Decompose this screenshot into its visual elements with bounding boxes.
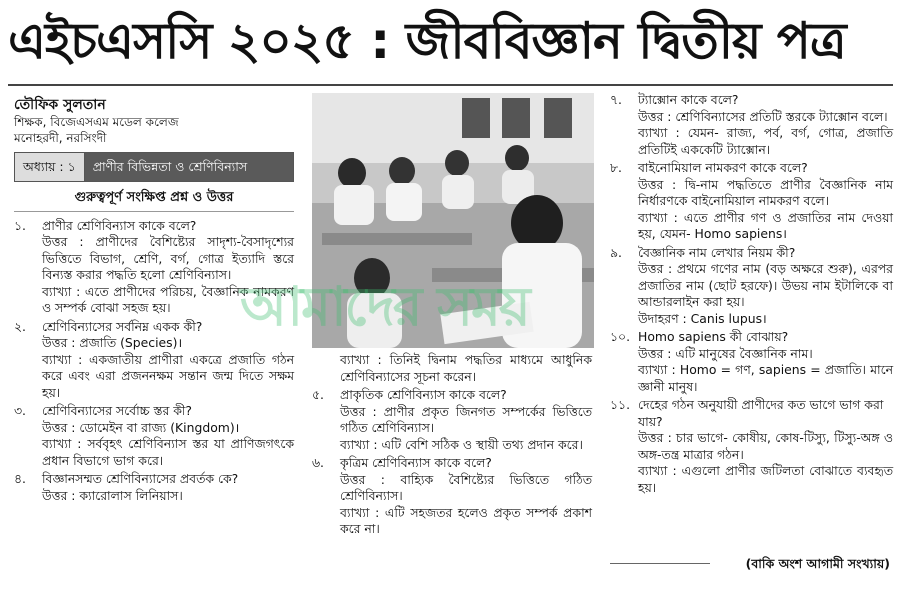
photo-illustration [312,93,594,348]
explanation-text: ব্যাখ্যা : একজাতীয় প্রাণীরা একত্রে প্রজাতি গঠন করে এবং এরা প্রজননক্ষম সন্তান জন্ম দিতে সক্ষম হয়। [42,351,294,400]
footer-rule [610,563,710,564]
answer-text: উত্তর : শ্রেণিবিন্যাসের প্রতিটি স্তরকে ট্যাক্সোন বলে। [638,108,888,124]
question-text: শ্রেণিবিন্যাসের সর্বনিম্ন একক কী? [42,318,203,334]
chapter-bar [14,152,294,182]
headline-rule [8,84,893,86]
question-text: বৈজ্ঞানিক নাম লেখার নিয়ম কী? [638,244,796,260]
explanation-text: ব্যাখ্যা : এতে প্রাণীর গণ ও প্রজাতির নাম দেওয়া হয়, যেমন- Homo sapiens। [638,209,893,241]
question-text: বিজ্ঞানসম্মত শ্রেণিবিন্যাসের প্রবর্তক কে? [42,471,239,486]
explanation-text: ব্যাখ্যা : এতে প্রাণীদের পরিচয়, বৈজ্ঞানিক নামকরণ ও সম্পর্ক বোঝা সহজ হয়। [42,283,294,315]
qa-item [610,329,893,395]
question-text: বাইনোমিয়াল নামকরণ কাকে বলে? [638,160,808,175]
question-text: দেহের গঠন অনুযায়ী প্রাণীদের কত ভাগে ভাগ করা যায়? [638,397,884,429]
explanation-text: ব্যাখ্যা : তিনিই দ্বিনাম পদ্ধতির মাধ্যমে আধুনিক শ্রেণিবিন্যাসের সূচনা করেন। [340,352,592,384]
qa-item [312,387,592,453]
question-number: ১০. [610,329,631,344]
author-line1: শিক্ষক, বিজেএসএম মডেল কলেজ [14,115,179,129]
question-number: ১১. [610,397,631,412]
qa-item [312,455,592,538]
question-text: কৃত্রিম শ্রেণিবিন্যাস কাকে বলে? [340,455,492,470]
question-number: ৬. [312,455,324,470]
question-text: প্রাকৃতিক শ্রেণিবিন্যাস কাকে বলে? [340,387,507,402]
answer-text: উত্তর : চার ভাগে- কোষীয়, কোষ-টিস্যু, টিস্যু-অঙ্গ ও অঙ্গ-তন্ত্র মাত্রার গঠন। [638,430,893,462]
qa-item [610,92,893,158]
qa-item [14,319,294,402]
question-number: ২. [14,318,26,334]
question-number: ৮. [610,160,622,175]
watermark-logo: আমাদের সময় [240,275,529,338]
answer-text: উত্তর : এটি মানুষের বৈজ্ঞানিক নাম। [638,345,813,361]
headline: এইচএসসি ২০২৫ : জীববিজ্ঞান দ্বিতীয় পত্র [8,12,846,70]
question-text: শ্রেণিবিন্যাসের সর্বোচ্চ স্তর কী? [42,403,192,418]
qa-item [14,403,294,469]
qa-item [610,160,893,243]
answer-text: উত্তর : ডোমেইন বা রাজ্য (Kingdom)। [42,419,240,435]
answer-text: উত্তর : দ্বি-নাম পদ্ধতিতে প্রাণীর বৈজ্ঞানিক নাম নির্ধারণকে বাইনোমিয়াল নামকরণ বলে। [638,176,893,208]
question-number: ১. [14,217,26,233]
answer-text: উত্তর : বাহ্যিক বৈশিষ্ট্যের ভিত্তিতে গঠিত শ্রেণিবিন্যাস। [340,471,592,503]
author-line2: মনোহরদী, নরসিংদী [14,131,107,145]
question-number: ৯. [610,244,622,260]
explanation-text: ব্যাখ্যা : এগুলো প্রাণীর জটিলতা বোঝাতে ব্যবহৃত হয়। [638,463,893,495]
explanation-text: ব্যাখ্যা : এটি বেশি সঠিক ও স্থায়ী তথ্য প্রদান করে। [340,436,583,452]
chapter-title: প্রাণীর বিভিন্নতা ও শ্রেণিবিন্যাস [85,153,293,181]
explanation-text: ব্যাখ্যা : সর্ববৃহৎ শ্রেণিবিন্যাস স্তর যা প্রাণিজগৎকে প্রধান বিভাগে ভাগ করে। [42,436,294,468]
question-number: ৭. [610,92,622,107]
qa-item [610,245,893,328]
question-text: Homo sapiens কী বোঝায়? [638,329,789,344]
column-1 [14,96,294,506]
answer-text: উত্তর : প্রাণীর প্রকৃত জিনগত সম্পর্কের ভিত্তিতে গঠিত শ্রেণিবিন্যাস। [340,403,592,435]
chapter-label: অধ্যায় : ১ [15,153,85,181]
qa-item [14,471,294,504]
explanation-text: ব্যাখ্যা : এটি সহজতর হলেও প্রকৃত সম্পর্ক প্রকাশ করে না। [340,504,592,536]
question-number: ৫. [312,387,324,402]
question-text: ট্যাক্সোন কাকে বলে? [638,92,739,107]
explanation-text: ব্যাখ্যা : Homo = গণ, sapiens = প্রজাতি। মানে জ্ঞানী মানুষ। [638,362,893,394]
answer-text: উত্তর : প্রথমে গণের নাম (বড় অক্ষরে শুরু), এরপর প্রজাতির নাম (ছোট হরফে)। উভয় নাম ইটালিকে বা আন্ডারলাইন করা হয়। [638,261,893,309]
section-title: গুরুত্বপূর্ণ সংক্ষিপ্ত প্রশ্ন ও উত্তর [14,190,294,212]
explanation-text: ব্যাখ্যা : যেমন- রাজ্য, পর্ব, বর্গ, গোত্র, প্রজাতি প্রতিটিই এককেটি ট্যাক্সোন। [638,125,893,157]
answer-text: উত্তর : প্রজাতি (Species)। [42,335,183,350]
question-number: ৪. [14,471,26,486]
column-2 [312,352,592,540]
question-text: প্রাণীর শ্রেণিবিন্যাস কাকে বলে? [42,217,197,233]
answer-text: উত্তর : ক্যারোলাস লিনিয়াস। [42,487,183,503]
qa-item [312,352,592,385]
continued-note: (বাকি অংশ আগামী সংখ্যায়) [745,556,890,571]
qa-item [610,397,893,496]
question-number: ৩. [14,403,26,418]
author-name: তৌফিক সুলতান [14,97,106,113]
example-text: উদাহরণ : Canis lupus। [638,310,767,326]
classroom-exam-photo [312,93,594,348]
qa-item [14,218,294,317]
column-3 [610,92,893,498]
answer-text: উত্তর : প্রাণীদের বৈশিষ্ট্যের সাদৃশ্য-বৈসাদৃশ্যের ভিত্তিতে বিভাগ, শ্রেণি, বর্গ, গোত্র ইত্যাদি স্তরে বিন্যস্ত করার পদ্ধতি হলো শ্রেণিবিন্যাস। [42,234,294,282]
